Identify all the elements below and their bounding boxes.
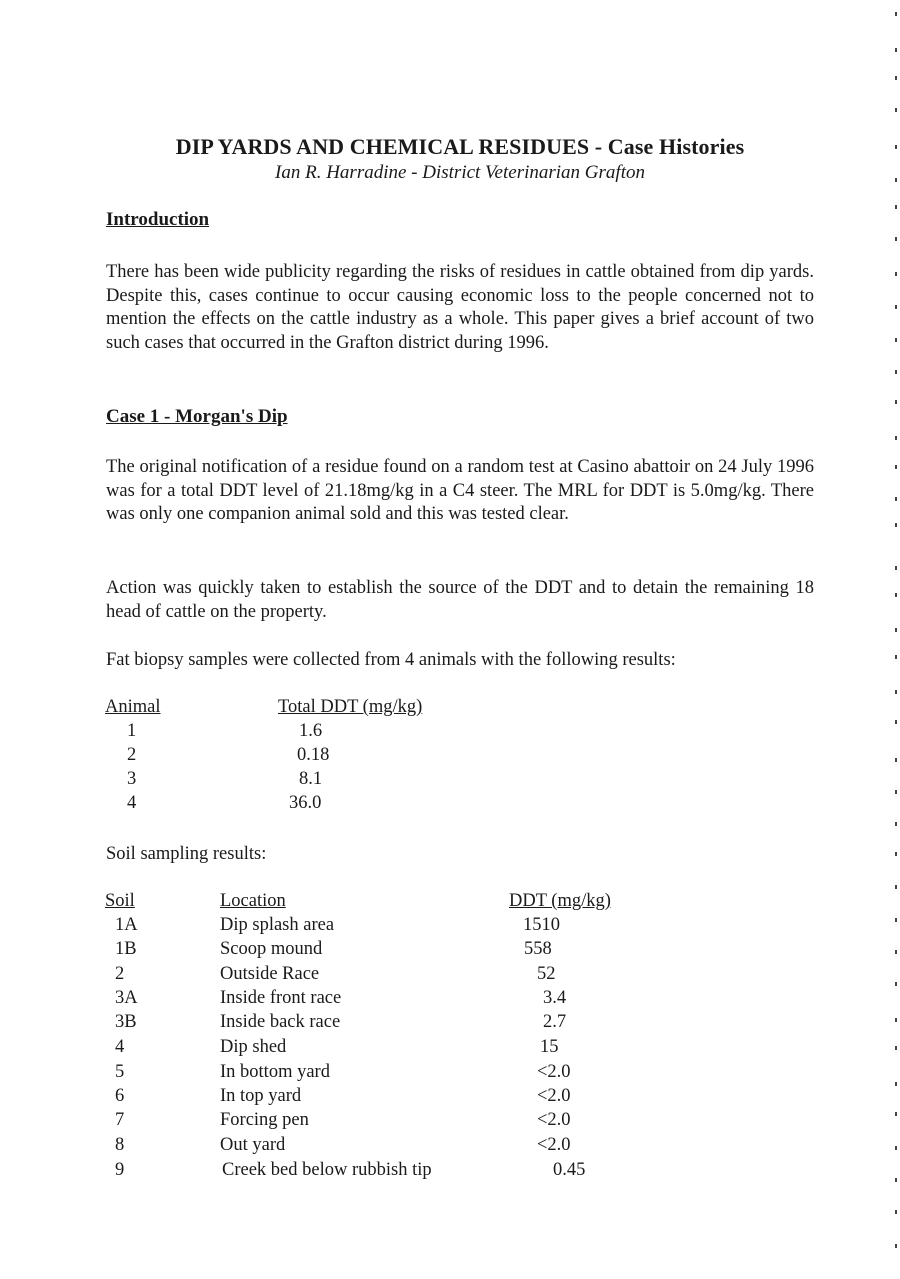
soil-row	[0, 939, 900, 963]
scan-edge-marks	[890, 0, 900, 1279]
soil-ddt-cell: 1510	[523, 915, 560, 935]
case1-heading: Case 1 - Morgan's Dip	[106, 406, 288, 427]
case1-paragraph-2: Action was quickly taken to establish the source of the DDT and to detain the remaining 18 head of cattle on the property.	[106, 578, 814, 622]
biopsy-animal-cell: 2	[127, 745, 137, 765]
biopsy-ddt-cell: 36.0	[289, 793, 322, 813]
biopsy-animal-cell: 3	[127, 769, 137, 789]
soil-intro: Soil sampling results:	[106, 844, 267, 864]
case1-paragraph-3: Fat biopsy samples were collected from 4 animals with the following results:	[106, 650, 676, 670]
page-title: DIP YARDS AND CHEMICAL RESIDUES - Case Histories	[175, 134, 745, 159]
biopsy-ddt-cell: 8.1	[299, 769, 323, 789]
biopsy-table-header	[0, 697, 900, 721]
soil-location-cell: Out yard	[220, 1135, 286, 1155]
soil-id-cell: 6	[115, 1086, 125, 1106]
soil-header-location: Location	[220, 891, 286, 911]
soil-ddt-cell: <2.0	[537, 1110, 571, 1130]
soil-id-cell: 5	[115, 1062, 125, 1082]
introduction-heading: Introduction	[106, 209, 210, 230]
biopsy-row	[0, 769, 900, 793]
soil-row	[0, 1037, 900, 1061]
soil-id-cell: 1B	[115, 939, 137, 959]
soil-id-cell: 9	[115, 1160, 125, 1180]
soil-id-cell: 7	[115, 1110, 125, 1130]
introduction-paragraph: There has been wide publicity regarding the risks of residues in cattle obtained from dip yards. Despite this, cases continue to occur causing economic loss to the people concerned not to mention the effects on the cattle industry as a whole. This paper gives a brief account of two such cases that occurred in the Grafton district during 1996.	[106, 262, 814, 353]
biopsy-header-ddt: Total DDT (mg/kg)	[278, 697, 423, 717]
biopsy-row	[0, 793, 900, 817]
soil-row	[0, 1086, 900, 1110]
soil-ddt-cell: 558	[524, 939, 552, 959]
soil-location-cell: Outside Race	[220, 964, 320, 984]
biopsy-ddt-cell: 0.18	[297, 745, 330, 765]
soil-row	[0, 1160, 900, 1184]
biopsy-ddt-cell: 1.6	[299, 721, 323, 741]
soil-ddt-cell: 0.45	[553, 1160, 586, 1180]
soil-location-cell: Dip shed	[220, 1037, 287, 1057]
soil-ddt-cell: <2.0	[537, 1062, 571, 1082]
soil-location-cell: Inside front race	[220, 988, 342, 1008]
soil-ddt-cell: <2.0	[537, 1135, 571, 1155]
soil-id-cell: 8	[115, 1135, 125, 1155]
soil-location-cell: Forcing pen	[220, 1110, 309, 1130]
soil-location-cell: Scoop mound	[220, 939, 323, 959]
biopsy-animal-cell: 1	[127, 721, 137, 741]
soil-location-cell: Inside back race	[220, 1012, 341, 1032]
soil-id-cell: 3B	[115, 1012, 137, 1032]
biopsy-animal-cell: 4	[127, 793, 137, 813]
soil-row	[0, 1110, 900, 1134]
soil-table-header	[0, 891, 900, 915]
biopsy-row	[0, 745, 900, 769]
soil-ddt-cell: 2.7	[543, 1012, 567, 1032]
soil-id-cell: 4	[115, 1037, 125, 1057]
biopsy-row	[0, 721, 900, 745]
soil-ddt-cell: <2.0	[537, 1086, 571, 1106]
soil-row	[0, 915, 900, 939]
biopsy-header-animal: Animal	[105, 697, 161, 717]
soil-location-cell: Creek bed below rubbish tip	[222, 1160, 432, 1180]
soil-row	[0, 1062, 900, 1086]
soil-id-cell: 2	[115, 964, 125, 984]
soil-id-cell: 3A	[115, 988, 138, 1008]
soil-ddt-cell: 52	[537, 964, 556, 984]
soil-row	[0, 964, 900, 988]
title-block	[0, 134, 900, 184]
soil-ddt-cell: 15	[540, 1037, 559, 1057]
soil-location-cell: In top yard	[220, 1086, 302, 1106]
soil-header-soil: Soil	[105, 891, 135, 911]
soil-location-cell: Dip splash area	[220, 915, 335, 935]
case1-paragraph-1: The original notification of a residue found on a random test at Casino abattoir on 24 July 1996 was for a total DDT level of 21.18mg/kg in a C4 steer. The MRL for DDT is 5.0mg/kg. There was only one companion animal sold and this was tested clear.	[106, 457, 814, 524]
soil-location-cell: In bottom yard	[220, 1062, 330, 1082]
soil-id-cell: 1A	[115, 915, 138, 935]
soil-row	[0, 988, 900, 1012]
soil-ddt-cell: 3.4	[543, 988, 567, 1008]
author-line: Ian R. Harradine - District Veterinarian Grafton	[275, 162, 645, 183]
soil-header-ddt: DDT (mg/kg)	[509, 891, 611, 911]
soil-row	[0, 1012, 900, 1036]
soil-row	[0, 1135, 900, 1159]
